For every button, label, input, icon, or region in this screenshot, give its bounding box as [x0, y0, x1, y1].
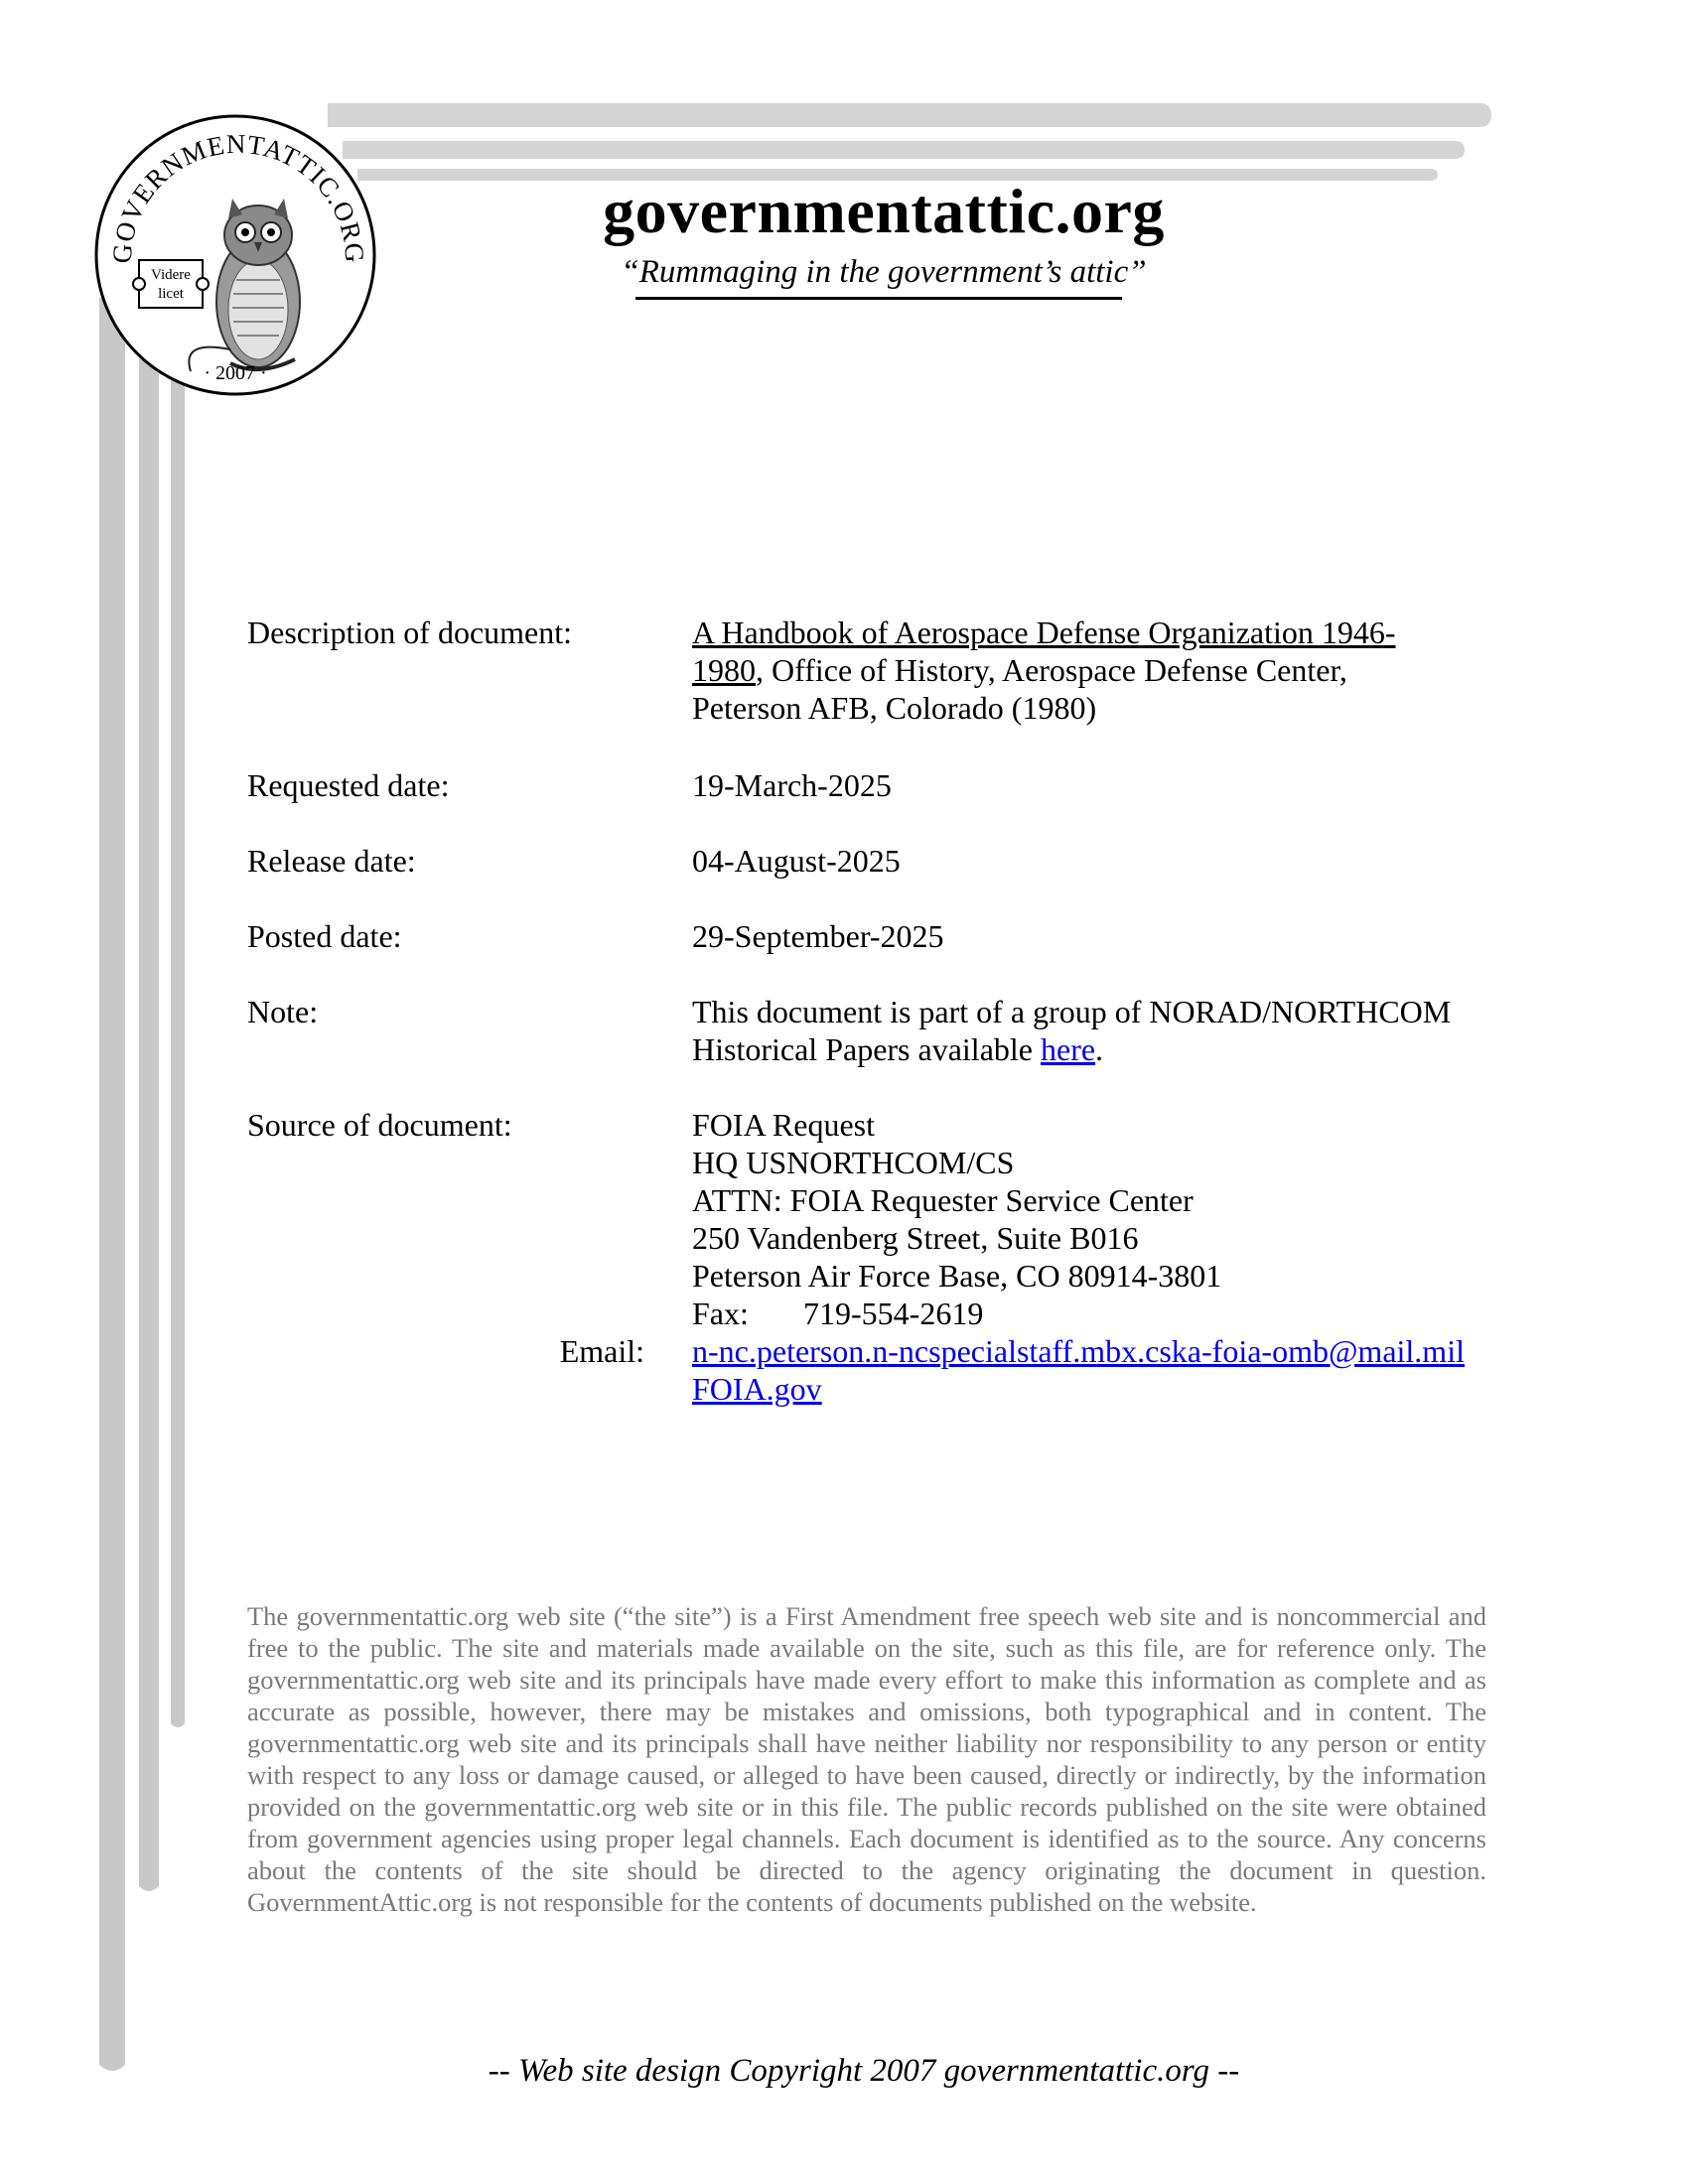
note-line2-suffix: . — [1095, 1031, 1104, 1067]
posted-date-value: 29-September-2025 — [692, 918, 944, 954]
scroll-icon — [133, 260, 209, 308]
seal-ring-text: GOVERNMENTATTIC.ORG — [106, 128, 370, 265]
seal-year: · 2007 · — [204, 362, 267, 384]
description-line2-rest: , Office of History, Aerospace Defense Center, — [756, 652, 1347, 688]
source-line: HQ USNORTHCOM/CS — [692, 1145, 1015, 1180]
description-value — [692, 614, 1516, 727]
description-label: Description of document: — [247, 614, 573, 650]
source-line: Peterson Air Force Base, CO 80914-3801 — [692, 1258, 1222, 1294]
description-line3: Peterson AFB, Colorado (1980) — [692, 690, 1097, 726]
document-title-line2: 1980 — [692, 652, 756, 688]
source-line: ATTN: FOIA Requester Service Center — [692, 1182, 1194, 1218]
fax-label: Fax: — [692, 1296, 749, 1331]
release-date-label: Release date: — [247, 843, 416, 879]
posted-date-label: Posted date: — [247, 918, 402, 954]
seal-scroll-line2: licet — [158, 286, 184, 302]
source-line: FOIA Request — [692, 1107, 875, 1143]
note-value — [692, 993, 1516, 1068]
seal-scroll-line1: Videre — [151, 267, 191, 283]
site-tagline: “Rummaging in the government’s attic” — [621, 254, 1147, 290]
release-date-value: 04-August-2025 — [692, 843, 901, 879]
source-label: Source of document: — [247, 1107, 512, 1143]
note-line1: This document is part of a group of NORAD/NORTHCOM — [692, 994, 1452, 1029]
document-title-line1: A Handbook of Aerospace Defense Organization 1946- — [692, 614, 1396, 650]
fax-value: 719-554-2619 — [803, 1296, 984, 1331]
note-line2-prefix: Historical Papers available — [692, 1031, 1041, 1067]
foia-gov-link[interactable]: FOIA.gov — [692, 1371, 822, 1407]
source-value — [692, 1106, 1516, 1408]
foia-email-link[interactable]: n-nc.peterson.n-ncspecialstaff.mbx.cska-foia-omb@mail.mil — [692, 1333, 1465, 1369]
email-label: Email: — [559, 1333, 644, 1369]
requested-date-label: Requested date: — [247, 767, 450, 803]
historical-papers-here-link[interactable]: here — [1040, 1031, 1096, 1067]
source-line: 250 Vandenberg Street, Suite B016 — [692, 1220, 1139, 1256]
footer-copyright: -- Web site design Copyright 2007 governmentattic.org -- — [488, 2053, 1240, 2089]
site-disclaimer: The governmentattic.org web site (“the site”) is a First Amendment free speech web site and is noncommercial and free to the public. The site and materials made available on the site, such as this file, are for reference only. The governmentattic.org web site and its principals have made every effort to make this information as complete and as accurate as possible, however, there may be mistakes and omissions, both typographical and in content. The governmentattic.org web site and its principals shall have neither liability nor responsibility to any person or entity with respect to any loss or damage caused, or alleged to have been caused, directly or indirectly, by the information provided on the governmentattic.org web site or in this file. The public records published on the site were obtained from government agencies using proper legal channels. Each document is identified as to the source. Any concerns about the contents of the site should be directed to the agency originating the document in question. GovernmentAttic.org is not responsible for the contents of documents published on the website. — [247, 1601, 1486, 1917]
governmentattic-seal-logo — [91, 111, 379, 399]
tagline-underline — [635, 297, 1122, 300]
site-title: governmentattic.org — [603, 176, 1165, 246]
requested-date-value: 19-March-2025 — [692, 767, 892, 803]
note-label: Note: — [247, 994, 319, 1029]
